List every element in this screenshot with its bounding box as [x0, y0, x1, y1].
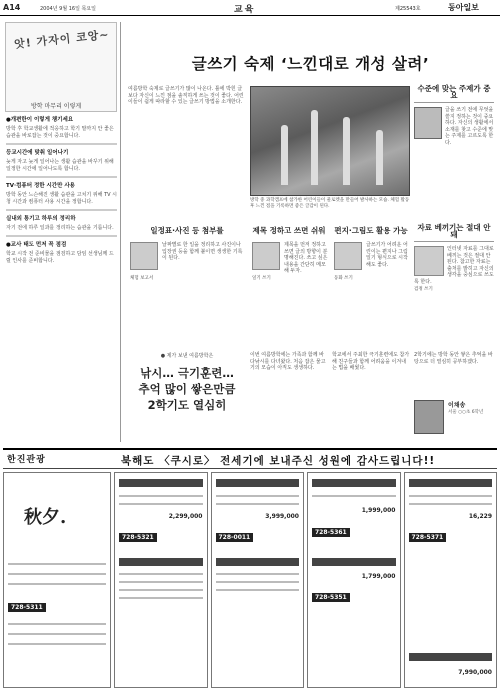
text-placeholder-line	[119, 597, 203, 599]
issue-number: 제25543호	[395, 6, 421, 12]
photo-label: 일기 쓰기	[252, 276, 271, 281]
ad-price: 16,229	[468, 513, 492, 520]
photo-caption: 방학 중 과학캠프에 참가한 어린이들이 물로켓을 만들어 발사하는 모습. 체험 활동 후 느낀 점을 기록하면 좋은 글감이 된다.	[250, 198, 410, 209]
main-photo	[250, 86, 410, 196]
ad-price: 2,299,000	[168, 513, 203, 520]
photo-label: 검정 쓰기	[414, 287, 433, 292]
paper-name: 동아일보	[448, 3, 479, 12]
ad-heading-bar	[409, 653, 493, 661]
ad-heading-bar	[216, 479, 300, 487]
lower-text: 이번 여름방학에는 가족과 함께 바다낚시를 다녀왔다. 처음 잡은 물고기의 모습이 아직도 생생하다.	[250, 352, 326, 371]
lower-text: 2학기에는 방학 동안 쌓은 추억을 바탕으로 더 열심히 공부하겠다.	[414, 352, 493, 365]
text-placeholder-line	[8, 583, 106, 585]
text-placeholder-line	[8, 563, 106, 565]
text-placeholder-line	[6, 176, 117, 178]
left-heading: ●교사 태도 먼저 꼭 점검	[6, 242, 67, 248]
page-header	[0, 0, 500, 16]
issue-date: 2004년 9월 16일 목요일	[40, 6, 97, 12]
ad-grid	[3, 472, 497, 688]
ad-phone: 728-0011	[216, 533, 254, 542]
ad-heading-bar	[312, 558, 396, 566]
ad-autumn-text: 秋夕.	[24, 507, 67, 528]
rocket-shape	[281, 125, 288, 185]
left-column	[3, 22, 121, 442]
columnist-name: 이채송	[448, 402, 466, 409]
text-placeholder-line	[119, 581, 203, 583]
text-placeholder-line	[409, 503, 493, 505]
right-box-text: 글을 쓰기 전에 무엇을 쓸지 정하는 것이 중요하다. 자신의 생활에서 소재를 찾고 수준에 맞는 주제를 고르도록 한다.	[445, 107, 494, 146]
illustration-photo	[334, 242, 362, 270]
page-number: A14	[3, 3, 21, 12]
ad-slogan: 북해도 〈쿠시로〉 전세기에 보내주신 성원에 감사드립니다!!	[121, 455, 436, 467]
left-heading: 실내외 통기고 하루의 정리하	[6, 216, 76, 222]
text-placeholder-line	[6, 143, 117, 145]
ad-cell-autumn	[3, 472, 111, 688]
rocket-shape	[311, 110, 318, 185]
text-placeholder-line	[119, 495, 203, 497]
left-text: 늦게 자고 늦게 일어나는 생활 습관을 바꾸기 위해 일정한 시간에 일어나도록 합니다.	[6, 159, 114, 172]
ad-heading-bar	[312, 479, 396, 487]
feature-quote-box	[128, 352, 246, 442]
ad-price: 1,999,000	[361, 507, 396, 514]
text-placeholder-line	[8, 633, 106, 635]
left-heading: 등교시간에 맞춰 일어나기	[6, 150, 69, 156]
columnist-title: 서울 ○○초 6학년	[448, 410, 484, 415]
ad-cell	[404, 472, 498, 688]
text-placeholder-line	[119, 573, 203, 575]
text-placeholder-line	[8, 573, 106, 575]
mid-heading: 일정표·사진 등 첨부를	[150, 226, 224, 235]
mid-heading: 제목 정하고 쓰면 쉬워	[252, 226, 326, 235]
right-box-title: 수준에 맞는 주제가 중요	[414, 86, 494, 103]
text-placeholder-line	[216, 573, 300, 575]
mid-text: 글쓰기가 어려운 어린이는 편지나 그림일기 형식으로 시작해도 좋다.	[366, 242, 408, 268]
text-placeholder-line	[216, 581, 300, 583]
left-text: 학교 시작 전 준비물을 점검하고 담임 선생님께 드릴 인사를 준비합니다.	[6, 251, 114, 264]
thumbnail-photo	[414, 107, 442, 139]
text-placeholder-line	[216, 495, 300, 497]
text-placeholder-line	[8, 623, 106, 625]
left-text: 방학 동안 느슨해진 생활 습관을 고치기 위해 TV 시청 시간과 컴퓨터 사용 시간을 정합니다.	[6, 192, 117, 205]
text-placeholder-line	[119, 589, 203, 591]
text-placeholder-line	[312, 495, 396, 497]
ad-price: 1,799,000	[361, 573, 396, 580]
text-placeholder-line	[216, 589, 300, 591]
mid-heading: 편지·그림도 활용 가능	[334, 226, 408, 235]
ad-cell	[114, 472, 208, 688]
ad-phone: 728-5361	[312, 528, 350, 537]
right-box2-title: 자료 베끼기는 절대 안돼	[414, 225, 494, 242]
columnist-box	[414, 400, 494, 434]
lede-text: 여름방학 숙제로 글쓰기가 많이 나온다. 틀에 박힌 글보다 자신이 느낀 점을 솔직하게 쓰는 것이 좋다. 어린이들이 쉽게 따라할 수 있는 글쓰기 방법을 소개한다.	[128, 86, 244, 105]
left-text: 방학 후 학교생활에 적응하고 학기 말까지 안 좋은 습관을 바로잡는 것이 중요합니다.	[6, 126, 114, 139]
rocket-shape	[376, 130, 383, 185]
ad-heading-bar	[216, 558, 300, 566]
ad-price: 3,999,000	[265, 513, 299, 520]
photo-label: 체험 보고서	[130, 276, 154, 281]
right-sidebar-box-2	[414, 225, 494, 294]
ad-heading-bar	[119, 558, 203, 566]
left-sections	[3, 117, 120, 265]
ad-banner	[3, 450, 497, 469]
right-sidebar-box	[414, 86, 494, 146]
mid-text: 제목을 먼저 정하고 쓰면 글의 방향이 분명해진다. 쓰고 싶은 내용을 간단히 메모해 두자.	[284, 242, 328, 274]
text-placeholder-line	[6, 209, 117, 211]
left-heading: ●개편한이 이렇게 챙기세요	[6, 117, 74, 123]
logo-title: 앗! 가자이 코앙~	[13, 28, 111, 51]
mid-text: 날짜별로 한 일을 정리하고 사진이나 입장권 등을 함께 붙이면 생생한 기록이 된다.	[162, 242, 243, 261]
ad-phone: 728-5321	[119, 533, 157, 542]
text-placeholder-line	[216, 503, 300, 505]
illustration-photo	[130, 242, 158, 270]
feature-label: ● 제가 보낸 여름방학은	[160, 353, 214, 359]
illustration-photo	[414, 246, 444, 276]
text-placeholder-line	[119, 503, 203, 505]
rocket-shape	[343, 117, 350, 185]
ad-price: 7,990,000	[458, 669, 492, 676]
right-box2-text: 인터넷 자료를 그대로 베끼는 것은 절대 안 된다. 참고한 자료는 출처를 밝히고 자신의 생각을 중심으로 쓰도록 한다.	[414, 246, 494, 285]
text-placeholder-line	[6, 235, 117, 237]
text-placeholder-line	[409, 495, 493, 497]
lower-text: 학교에서 주최한 극기훈련에도 참가해 친구들과 함께 어려움을 이겨내는 법을 배웠다.	[332, 352, 410, 371]
main-headline: 글쓰기 숙제 ‘느낀대로 개성 살려’	[191, 55, 430, 73]
ad-cell	[307, 472, 401, 688]
ad-phone: 728-5371	[409, 533, 447, 542]
ad-phone: 728-5311	[8, 603, 46, 612]
columnist-photo	[414, 400, 444, 434]
photo-label: 동화 쓰기	[334, 276, 353, 281]
left-heading: TV·컴퓨터 정한 시간만 사용	[6, 183, 75, 189]
ad-heading-bar	[409, 479, 493, 487]
advertisement	[3, 448, 497, 688]
illustration-photo	[252, 242, 280, 270]
ad-phone: 728-5351	[312, 593, 350, 602]
column-logo	[5, 22, 117, 112]
text-placeholder-line	[8, 643, 106, 645]
logo-subtitle: 방학 마무리 이렇게	[31, 103, 82, 110]
ad-heading-bar	[119, 479, 203, 487]
ad-cell	[211, 472, 305, 688]
section-title: 교육	[234, 5, 256, 15]
feature-quote: 낚시… 극기훈련… 추억 많이 쌓은만큼 2학기도 열심히	[138, 366, 236, 412]
ad-brand: 한진관광	[7, 455, 46, 465]
left-text: 자기 전에 하루 일과를 정리하는 습관을 기릅니다.	[6, 225, 114, 231]
